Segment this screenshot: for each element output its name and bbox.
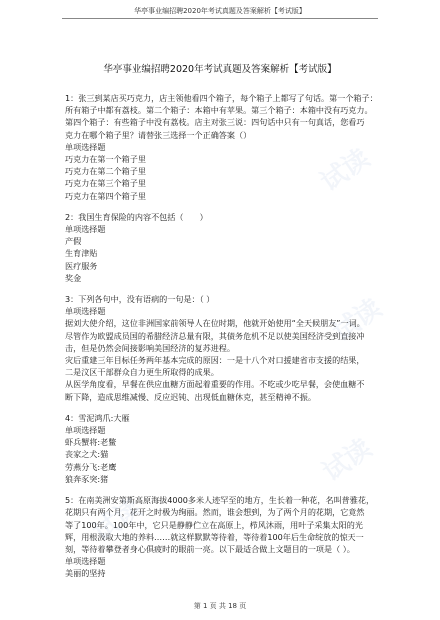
question-stem-line: 克力在哪个箱子里？请替张三选择一个正确答案（） — [65, 129, 252, 140]
question-stem-line: 3：下列各句中，没有语病的一句是：（ ） — [65, 294, 215, 305]
watermark: 试读 — [87, 493, 148, 548]
answer-option: 虾兵蟹将:老鳖 — [65, 437, 117, 448]
question-stem-line: 5：在南美洲安第斯高原海拔4000多米人迹罕至的地方，生长着一种花，名叫普雅花， — [65, 495, 375, 506]
question-block — [65, 293, 383, 403]
answer-option: 医疗服务 — [65, 260, 98, 271]
answer-option: 美丽的坚持 — [65, 568, 106, 579]
answer-option: 巧克力在第四个箱子里 — [65, 190, 146, 201]
answer-option: 尽管作为欧盟成员国的希腊经济总量有限，其债务危机不足以使美国经济受到直接冲 — [65, 330, 365, 341]
question-type: 单项选择题 — [65, 141, 106, 152]
answer-option: 灾后重建三年目标任务两年基本完成的原因：一是十八个对口援建省市支援的结果， — [65, 355, 365, 366]
question-type: 单项选择题 — [65, 224, 106, 235]
document-body — [65, 92, 383, 589]
answer-option: 奖金 — [65, 272, 82, 283]
header-rule — [62, 18, 378, 19]
page-footer: 第 1 页 共 18 页 — [193, 602, 247, 610]
question-stem-line: 2：我国生育保险的内容不包括（ ） — [65, 211, 208, 222]
question-type: 单项选择题 — [65, 556, 106, 567]
answer-option: 断下降，造成思维减慢、反应迟钝、出现低血糖休克，甚至精神不振。 — [65, 391, 316, 402]
question-block — [65, 494, 383, 579]
question-type: 单项选择题 — [65, 425, 106, 436]
question-stem-line: 1：张三到某店买巧克力，店主领他看四个箱子，每个箱子上都写了句话。第一个箱子： — [65, 93, 378, 103]
question-block — [65, 412, 383, 485]
question-type: 单项选择题 — [65, 306, 106, 317]
watermark: 试读 — [327, 293, 388, 348]
watermark: 试读 — [315, 143, 376, 198]
question-block — [65, 211, 383, 284]
answer-option: 劳燕分飞:老鹰 — [65, 461, 117, 472]
document-title: 华亭事业编招聘2020年考试真题及答案解析【考试版】 — [103, 64, 337, 75]
question-stem-line: 辉，用根汲取大地的养料……就这样默默等待着，等待着100年后生命绽放的惊天一 — [65, 531, 364, 542]
question-stem-line: 花期只有两个月，花开之时极为绚丽。然而，谁会想到，为了两个月的花期，它竟然 — [65, 507, 365, 518]
answer-option: 产假 — [65, 236, 82, 247]
question-stem-line: 等了100年。100年中，它只是静静伫立在高原上，栉风沐雨，用叶子采集太阳的光 — [65, 519, 363, 530]
answer-option: 狼奔豕突:猪 — [65, 473, 109, 484]
question-stem-line: 第四个箱子：有些箱子中没有荔枝。店主对张三说：四句话中只有一句真话，您看巧 — [65, 117, 365, 128]
answer-option: 二是汶区干部群众自力更生所取得的成果。 — [65, 367, 219, 378]
page-header: 华亭事业编招聘2020年考试真题及答案解析【考试版】 — [134, 7, 306, 15]
answer-option: 巧克力在第一个箱子里 — [65, 154, 146, 165]
answer-option: 从医学角度看，早餐在供应血糖方面起着重要的作用。不吃或少吃早餐，会使血糖不 — [65, 379, 365, 390]
question-stem-line: 所有箱子中都有荔枝。第二个箱子：本箱中有苹果。第三个箱子：本箱中没有巧克力。 — [65, 105, 373, 116]
question-stem-line: 4：雪泥鸿爪:大雁 — [65, 412, 130, 423]
answer-option: 击，但是仍然会间接影响美国经济的复苏进程。 — [65, 342, 235, 353]
watermark: 试读 — [317, 433, 378, 488]
answer-option: 据刘大使介绍，这位非洲国家前领导人在位时期，他就开始使用“全天候朋友”一词。 — [65, 318, 365, 329]
question-stem-line: 刻，等待着攀登者身心俱疲时的眼前一亮。以下最适合做上文题目的一项是（ ）。 — [65, 543, 355, 554]
question-block — [65, 92, 383, 202]
answer-option: 生育津贴 — [65, 248, 98, 259]
answer-option: 丧家之犬:猫 — [65, 449, 109, 460]
answer-option: 巧克力在第二个箱子里 — [65, 166, 146, 177]
answer-option: 巧克力在第三个箱子里 — [65, 178, 146, 189]
